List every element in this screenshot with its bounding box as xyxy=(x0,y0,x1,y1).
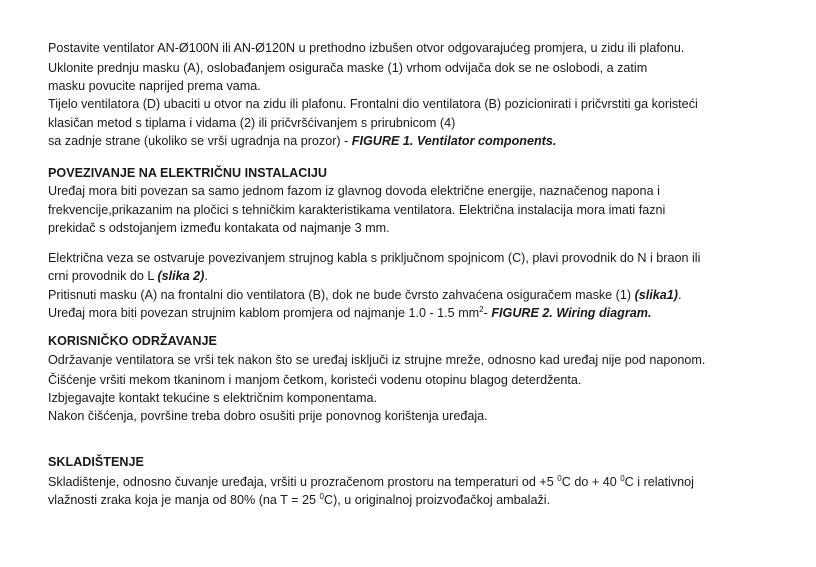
power-line-6 xyxy=(48,287,681,304)
storage-line-1-a: Skladištenje, odnosno čuvanje uređaja, vršiti u prozračenom prostoru na temperaturi od +5 xyxy=(48,475,558,489)
degree-superscript: 0 xyxy=(620,474,625,483)
storage-heading: SKLADIŠTENJE xyxy=(48,455,144,469)
storage-line-2-a: vlažnosti zraka koja je manja od 80% (na T = 25 xyxy=(48,493,320,507)
storage-line-1-b: C do + 40 xyxy=(561,475,621,489)
intro-line-6-text: sa zadnje strane (ukoliko se vrši ugradnja na prozor) - xyxy=(48,134,352,148)
power-line-5 xyxy=(48,268,208,285)
intro-line-6 xyxy=(48,133,556,150)
figure-1-caption: FIGURE 1. Ventilator components. xyxy=(351,134,557,148)
degree-superscript: 0 xyxy=(319,492,324,501)
slika-1-ref: (slika1) xyxy=(634,288,678,302)
maintenance-line-3: Izbjegavajte kontakt tekućine s električnim komponentama. xyxy=(48,391,378,405)
squared-superscript: 2 xyxy=(479,305,484,314)
maintenance-line-1: Održavanje ventilatora se vrši tek nakon što se uređaj isključi iz strujne mreže, odnosno kad uređaj nije pod naponom. xyxy=(48,353,706,367)
power-line-7-text: Uređaj mora biti povezan strujnim kablom promjera od najmanje 1.0 - 1.5 mm xyxy=(48,306,480,320)
intro-line-5: klasičan metod s tiplama i vidama (2) ili pričvršćivanjem s prirubnicom (4) xyxy=(48,116,456,130)
power-line-7-sep: - xyxy=(483,306,492,320)
storage-line-2 xyxy=(48,492,550,509)
power-line-6-end: . xyxy=(677,288,682,302)
intro-line-3: masku povucite naprijed prema vama. xyxy=(48,79,261,93)
power-line-4: Električna veza se ostvaruje povezivanjem strujnog kabla s priključnom spojnicom (C), plavi provodnik do N i braon ili xyxy=(48,251,701,265)
power-line-2: frekvencije,prikazanim na pločici s tehničkim karakteristikama ventilatora. Električna instalacija mora imati fazni xyxy=(48,203,666,217)
power-line-3: prekidač s odstojanjem između kontakata od najmanje 3 mm. xyxy=(48,221,390,235)
figure-2-caption: FIGURE 2. Wiring diagram. xyxy=(491,306,652,320)
storage-line-1-c: C i relativnoj xyxy=(624,475,694,489)
storage-line-2-b: C), u originalnoj proizvođačkoj ambalaži. xyxy=(323,493,551,507)
maintenance-line-2: Čišćenje vršiti mekom tkaninom i manjom četkom, koristeći vodenu otopinu blagog deterdženta. xyxy=(48,373,582,387)
storage-line-1 xyxy=(48,474,694,491)
power-heading: POVEZIVANJE NA ELEKTRIČNU INSTALACIJU xyxy=(48,166,327,180)
intro-line-1: Postavite ventilator AN-Ø100N ili AN-Ø120N u prethodno izbušen otvor odgovarajućeg promjera, u zidu ili plafonu. xyxy=(48,41,685,55)
intro-line-4: Tijelo ventilatora (D) ubaciti u otvor na zidu ili plafonu. Frontalni dio ventilatora (B) pozicionirati i pričvrstiti ga koristeći xyxy=(48,97,698,111)
power-line-5-text: crni provodnik do L xyxy=(48,269,158,283)
maintenance-heading: KORISNIČKO ODRŽAVANJE xyxy=(48,334,217,348)
power-line-1: Uređaj mora biti povezan sa samo jednom fazom iz glavnog dovoda električne energije, naznačenog napona i xyxy=(48,184,660,198)
slika-2-ref: (slika 2) xyxy=(157,269,205,283)
power-line-6-text: Pritisnuti masku (A) na frontalni dio ventilatora (B), dok ne bude čvrsto zahvaćena osiguračem maske (1) xyxy=(48,288,635,302)
power-line-7 xyxy=(48,305,651,322)
intro-line-2: Uklonite prednju masku (A), oslobađanjem osigurača maske (1) vrhom odvijača dok se ne oslobodi, a zatim xyxy=(48,61,648,75)
degree-superscript: 0 xyxy=(557,474,562,483)
maintenance-line-4: Nakon čišćenja, površine treba dobro osušiti prije ponovnog korištenja uređaja. xyxy=(48,409,488,423)
power-line-5-end: . xyxy=(204,269,208,283)
